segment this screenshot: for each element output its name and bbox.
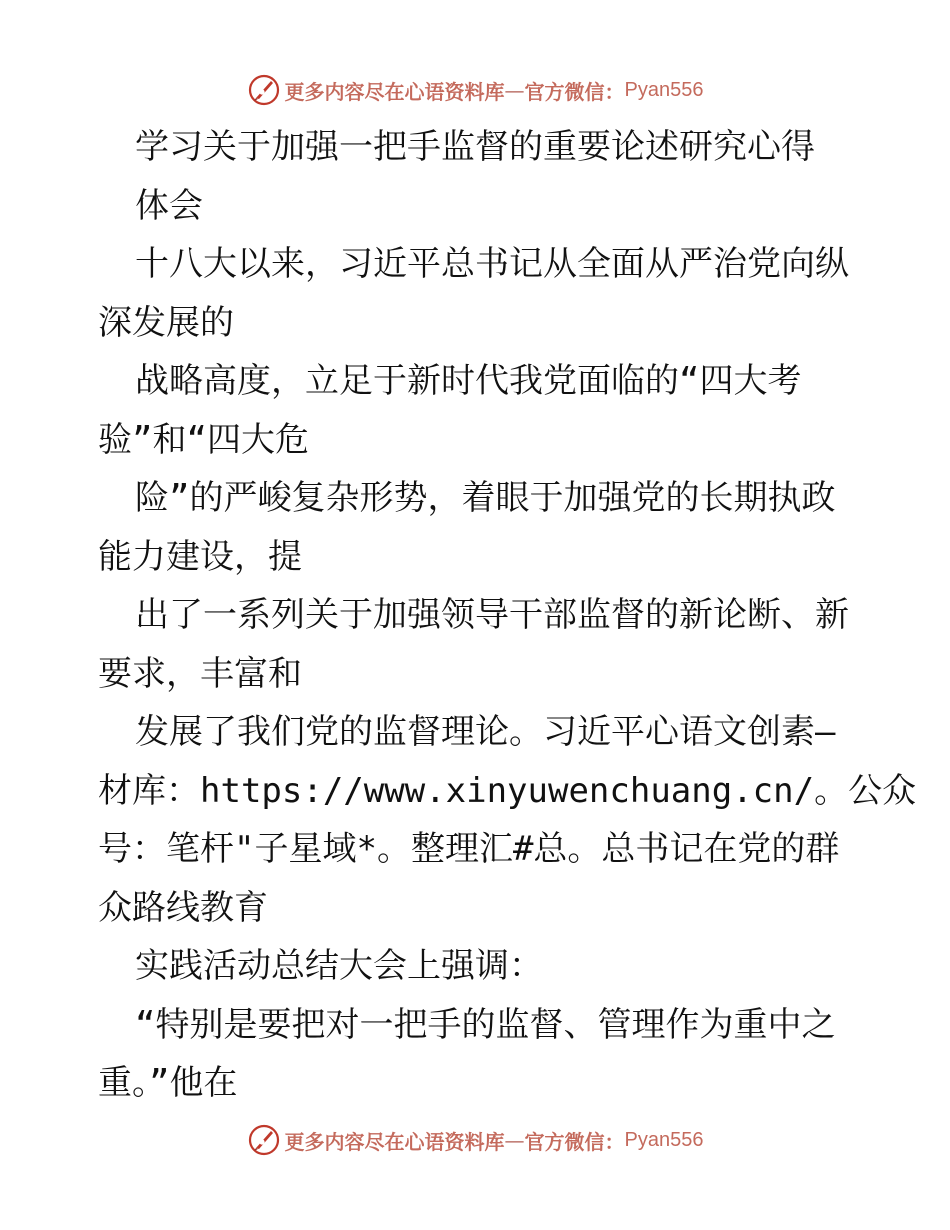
text-line: “特别是要把对一把手的监督、管理作为重中之	[135, 1004, 836, 1045]
text-line: 险”的严峻复杂形势，着眼于加强党的长期执政	[135, 478, 836, 518]
watermark-site-label: 更多内容尽在心语资料库	[284, 79, 505, 104]
text-line: 验”和“四大危	[98, 419, 309, 460]
text-line: 体会	[135, 185, 203, 226]
text-line: 深发展的	[98, 302, 234, 343]
text-line: 出了一系列关于加强领导干部监督的新论断、新	[135, 595, 849, 635]
text-line: 号：笔杆"子星域*。整理汇#总。总书记在党的群	[98, 829, 840, 869]
text-line: 十八大以来，习近平总书记从全面从严治党向纵	[135, 244, 849, 284]
watermark-site-label: 更多内容尽在心语资料库	[284, 1129, 505, 1154]
text-line: 要求，丰富和	[98, 653, 302, 694]
text-line: 能力建设，提	[98, 536, 302, 577]
watermark-wechat-id: Pyan556	[624, 78, 704, 101]
watermark-separator: —	[504, 78, 525, 102]
text-line: 重。”他在	[98, 1063, 238, 1103]
watermark-wechat-id: Pyan556	[624, 1128, 704, 1151]
text-line: 发展了我们党的监督理论。习近平心语文创素—	[135, 712, 836, 752]
quill-circle-icon	[247, 73, 281, 107]
quill-circle-icon	[247, 1123, 281, 1157]
text-line: 战略高度，立足于新时代我党面临的“四大考	[135, 361, 802, 401]
text-line: 众路线教育	[98, 887, 268, 928]
text-line: 材库：https://www.xinyuwenchuang.cn/。公众	[98, 770, 917, 811]
document-body	[98, 118, 917, 1113]
text-line: 实践活动总结大会上强调：	[135, 946, 543, 986]
footer-watermark	[0, 1120, 950, 1160]
watermark-wechat-label: 官方微信：	[524, 79, 625, 104]
text-line: 学习关于加强一把手监督的重要论述研究心得	[135, 127, 815, 167]
watermark-separator: —	[504, 1128, 525, 1152]
header-watermark	[0, 70, 950, 110]
watermark-wechat-label: 官方微信：	[524, 1129, 625, 1154]
